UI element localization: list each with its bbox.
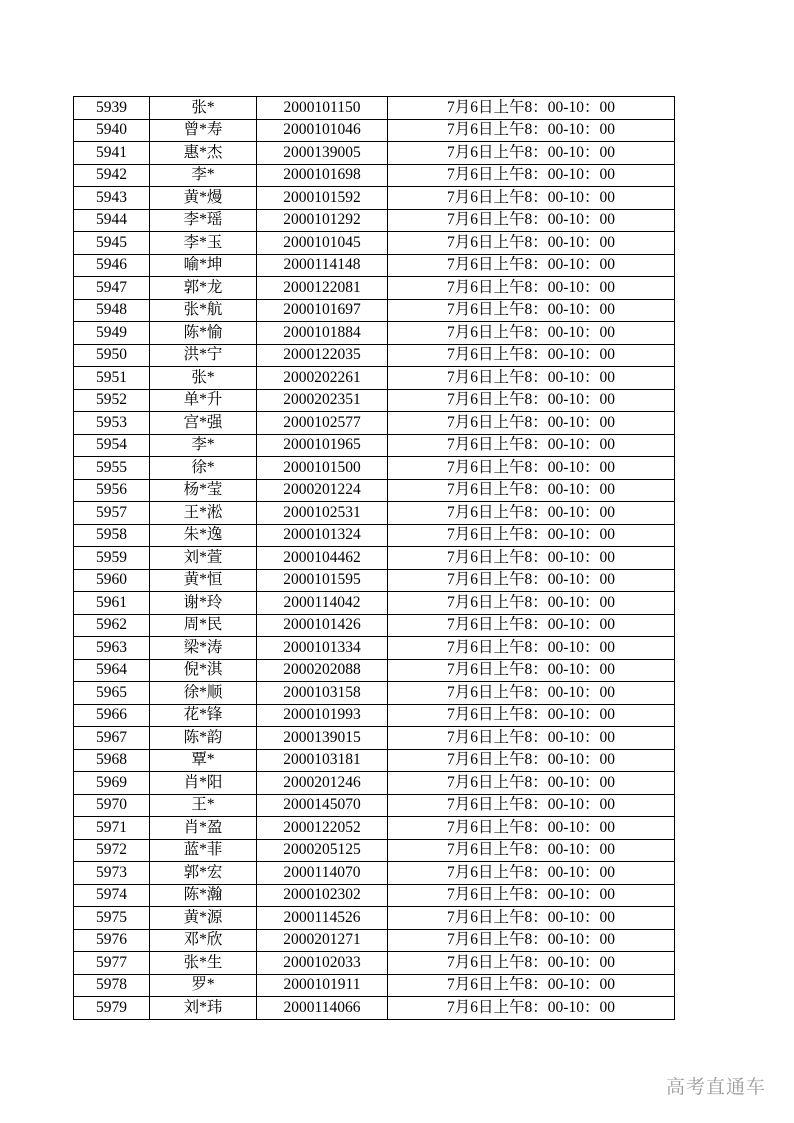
exam-time-cell: 7月6日上午8：00-10：00 [388,479,675,502]
exam-time-cell: 7月6日上午8：00-10：00 [388,142,675,165]
id-cell: 2000101045 [257,232,388,255]
table-row [74,794,675,817]
seq-cell: 5972 [74,839,150,862]
exam-time-cell: 7月6日上午8：00-10：00 [388,412,675,435]
exam-time-cell: 7月6日上午8：00-10：00 [388,322,675,345]
table-row [74,142,675,165]
exam-time-cell: 7月6日上午8：00-10：00 [388,547,675,570]
seq-cell: 5955 [74,457,150,480]
exam-time-cell: 7月6日上午8：00-10：00 [388,232,675,255]
seq-cell: 5961 [74,592,150,615]
name-cell: 洪*宁 [150,344,257,367]
seq-cell: 5959 [74,547,150,570]
id-cell: 2000202351 [257,389,388,412]
name-cell: 黄*源 [150,907,257,930]
exam-time-cell: 7月6日上午8：00-10：00 [388,209,675,232]
name-cell: 徐*顺 [150,682,257,705]
id-cell: 2000101911 [257,974,388,997]
exam-time-cell: 7月6日上午8：00-10：00 [388,839,675,862]
table-row [74,997,675,1020]
name-cell: 朱*逸 [150,524,257,547]
name-cell: 张*航 [150,299,257,322]
table-row [74,772,675,795]
seq-cell: 5956 [74,479,150,502]
id-cell: 2000122035 [257,344,388,367]
exam-time-cell: 7月6日上午8：00-10：00 [388,434,675,457]
exam-time-cell: 7月6日上午8：00-10：00 [388,974,675,997]
name-cell: 喻*坤 [150,254,257,277]
exam-time-cell: 7月6日上午8：00-10：00 [388,592,675,615]
name-cell: 郭*宏 [150,862,257,885]
exam-time-cell: 7月6日上午8：00-10：00 [388,952,675,975]
table-row [74,367,675,390]
name-cell: 郭*龙 [150,277,257,300]
id-cell: 2000139005 [257,142,388,165]
seq-cell: 5939 [74,97,150,120]
exam-time-cell: 7月6日上午8：00-10：00 [388,457,675,480]
name-cell: 蓝*菲 [150,839,257,862]
id-cell: 2000103158 [257,682,388,705]
table-row [74,277,675,300]
exam-time-cell: 7月6日上午8：00-10：00 [388,389,675,412]
name-cell: 谢*玲 [150,592,257,615]
table-row [74,637,675,660]
table-row [74,187,675,210]
id-cell: 2000202261 [257,367,388,390]
name-cell: 张* [150,97,257,120]
id-cell: 2000101292 [257,209,388,232]
exam-time-cell: 7月6日上午8：00-10：00 [388,907,675,930]
exam-time-cell: 7月6日上午8：00-10：00 [388,682,675,705]
exam-roster-table [73,96,675,1020]
seq-cell: 5968 [74,749,150,772]
exam-time-cell: 7月6日上午8：00-10：00 [388,862,675,885]
id-cell: 2000114070 [257,862,388,885]
name-cell: 覃* [150,749,257,772]
exam-time-cell: 7月6日上午8：00-10：00 [388,794,675,817]
name-cell: 黄*恒 [150,569,257,592]
seq-cell: 5952 [74,389,150,412]
table-row [74,569,675,592]
table-row [74,524,675,547]
seq-cell: 5974 [74,884,150,907]
seq-cell: 5963 [74,637,150,660]
exam-time-cell: 7月6日上午8：00-10：00 [388,614,675,637]
id-cell: 2000101500 [257,457,388,480]
id-cell: 2000202088 [257,659,388,682]
name-cell: 梁*涛 [150,637,257,660]
id-cell: 2000101046 [257,119,388,142]
exam-time-cell: 7月6日上午8：00-10：00 [388,569,675,592]
id-cell: 2000102577 [257,412,388,435]
name-cell: 惠*杰 [150,142,257,165]
name-cell: 宫*强 [150,412,257,435]
table-row [74,817,675,840]
exam-time-cell: 7月6日上午8：00-10：00 [388,884,675,907]
table-row [74,952,675,975]
seq-cell: 5946 [74,254,150,277]
seq-cell: 5957 [74,502,150,525]
seq-cell: 5962 [74,614,150,637]
exam-time-cell: 7月6日上午8：00-10：00 [388,929,675,952]
exam-time-cell: 7月6日上午8：00-10：00 [388,997,675,1020]
table-row [74,839,675,862]
name-cell: 花*锋 [150,704,257,727]
id-cell: 2000101426 [257,614,388,637]
id-cell: 2000101592 [257,187,388,210]
table-row [74,749,675,772]
id-cell: 2000145070 [257,794,388,817]
exam-time-cell: 7月6日上午8：00-10：00 [388,119,675,142]
name-cell: 陈*愉 [150,322,257,345]
name-cell: 张*生 [150,952,257,975]
seq-cell: 5941 [74,142,150,165]
seq-cell: 5965 [74,682,150,705]
seq-cell: 5970 [74,794,150,817]
name-cell: 邓*欣 [150,929,257,952]
exam-time-cell: 7月6日上午8：00-10：00 [388,277,675,300]
exam-time-cell: 7月6日上午8：00-10：00 [388,187,675,210]
id-cell: 2000101698 [257,164,388,187]
table-row [74,457,675,480]
seq-cell: 5943 [74,187,150,210]
exam-time-cell: 7月6日上午8：00-10：00 [388,97,675,120]
seq-cell: 5969 [74,772,150,795]
table-row [74,502,675,525]
exam-time-cell: 7月6日上午8：00-10：00 [388,164,675,187]
table-row [74,434,675,457]
seq-cell: 5947 [74,277,150,300]
id-cell: 2000122052 [257,817,388,840]
exam-time-cell: 7月6日上午8：00-10：00 [388,659,675,682]
name-cell: 李* [150,434,257,457]
id-cell: 2000122081 [257,277,388,300]
name-cell: 倪*淇 [150,659,257,682]
id-cell: 2000101334 [257,637,388,660]
table-row [74,614,675,637]
exam-time-cell: 7月6日上午8：00-10：00 [388,254,675,277]
table-row [74,862,675,885]
table-row [74,254,675,277]
table-row [74,929,675,952]
name-cell: 张* [150,367,257,390]
id-cell: 2000101993 [257,704,388,727]
seq-cell: 5964 [74,659,150,682]
id-cell: 2000102033 [257,952,388,975]
table-row [74,97,675,120]
id-cell: 2000114526 [257,907,388,930]
roster-table-body [74,97,675,1020]
id-cell: 2000101965 [257,434,388,457]
seq-cell: 5975 [74,907,150,930]
id-cell: 2000205125 [257,839,388,862]
exam-time-cell: 7月6日上午8：00-10：00 [388,704,675,727]
table-row [74,479,675,502]
seq-cell: 5971 [74,817,150,840]
id-cell: 2000201271 [257,929,388,952]
seq-cell: 5950 [74,344,150,367]
table-row [74,412,675,435]
table-row [74,389,675,412]
id-cell: 2000101324 [257,524,388,547]
seq-cell: 5973 [74,862,150,885]
table-row [74,119,675,142]
id-cell: 2000201224 [257,479,388,502]
table-row [74,547,675,570]
table-row [74,682,675,705]
name-cell: 王* [150,794,257,817]
name-cell: 肖*盈 [150,817,257,840]
name-cell: 李* [150,164,257,187]
name-cell: 李*玉 [150,232,257,255]
seq-cell: 5944 [74,209,150,232]
seq-cell: 5978 [74,974,150,997]
seq-cell: 5979 [74,997,150,1020]
table-row [74,974,675,997]
table-row [74,659,675,682]
exam-time-cell: 7月6日上午8：00-10：00 [388,367,675,390]
exam-time-cell: 7月6日上午8：00-10：00 [388,524,675,547]
table-row [74,322,675,345]
table-row [74,299,675,322]
seq-cell: 5942 [74,164,150,187]
table-row [74,344,675,367]
id-cell: 2000104462 [257,547,388,570]
id-cell: 2000101595 [257,569,388,592]
exam-time-cell: 7月6日上午8：00-10：00 [388,772,675,795]
id-cell: 2000201246 [257,772,388,795]
table-row [74,884,675,907]
id-cell: 2000101150 [257,97,388,120]
id-cell: 2000114042 [257,592,388,615]
name-cell: 周*民 [150,614,257,637]
table-row [74,164,675,187]
seq-cell: 5977 [74,952,150,975]
id-cell: 2000114066 [257,997,388,1020]
name-cell: 王*淞 [150,502,257,525]
seq-cell: 5966 [74,704,150,727]
seq-cell: 5967 [74,727,150,750]
id-cell: 2000101697 [257,299,388,322]
watermark: 高考直通车 [665,1076,766,1098]
id-cell: 2000102531 [257,502,388,525]
seq-cell: 5976 [74,929,150,952]
name-cell: 单*升 [150,389,257,412]
seq-cell: 5940 [74,119,150,142]
name-cell: 刘*萱 [150,547,257,570]
name-cell: 陈*韵 [150,727,257,750]
table-row [74,704,675,727]
id-cell: 2000103181 [257,749,388,772]
seq-cell: 5948 [74,299,150,322]
exam-time-cell: 7月6日上午8：00-10：00 [388,817,675,840]
name-cell: 徐* [150,457,257,480]
exam-time-cell: 7月6日上午8：00-10：00 [388,727,675,750]
seq-cell: 5954 [74,434,150,457]
exam-time-cell: 7月6日上午8：00-10：00 [388,502,675,525]
name-cell: 李*瑶 [150,209,257,232]
name-cell: 肖*阳 [150,772,257,795]
seq-cell: 5951 [74,367,150,390]
exam-time-cell: 7月6日上午8：00-10：00 [388,637,675,660]
name-cell: 杨*莹 [150,479,257,502]
seq-cell: 5945 [74,232,150,255]
id-cell: 2000101884 [257,322,388,345]
name-cell: 陈*瀚 [150,884,257,907]
exam-time-cell: 7月6日上午8：00-10：00 [388,749,675,772]
id-cell: 2000102302 [257,884,388,907]
name-cell: 黄*熳 [150,187,257,210]
name-cell: 曾*寿 [150,119,257,142]
id-cell: 2000114148 [257,254,388,277]
table-row [74,592,675,615]
name-cell: 刘*玮 [150,997,257,1020]
id-cell: 2000139015 [257,727,388,750]
seq-cell: 5953 [74,412,150,435]
table-row [74,727,675,750]
table-row [74,907,675,930]
table-row [74,232,675,255]
seq-cell: 5960 [74,569,150,592]
table-row [74,209,675,232]
exam-time-cell: 7月6日上午8：00-10：00 [388,299,675,322]
seq-cell: 5958 [74,524,150,547]
exam-time-cell: 7月6日上午8：00-10：00 [388,344,675,367]
name-cell: 罗* [150,974,257,997]
seq-cell: 5949 [74,322,150,345]
